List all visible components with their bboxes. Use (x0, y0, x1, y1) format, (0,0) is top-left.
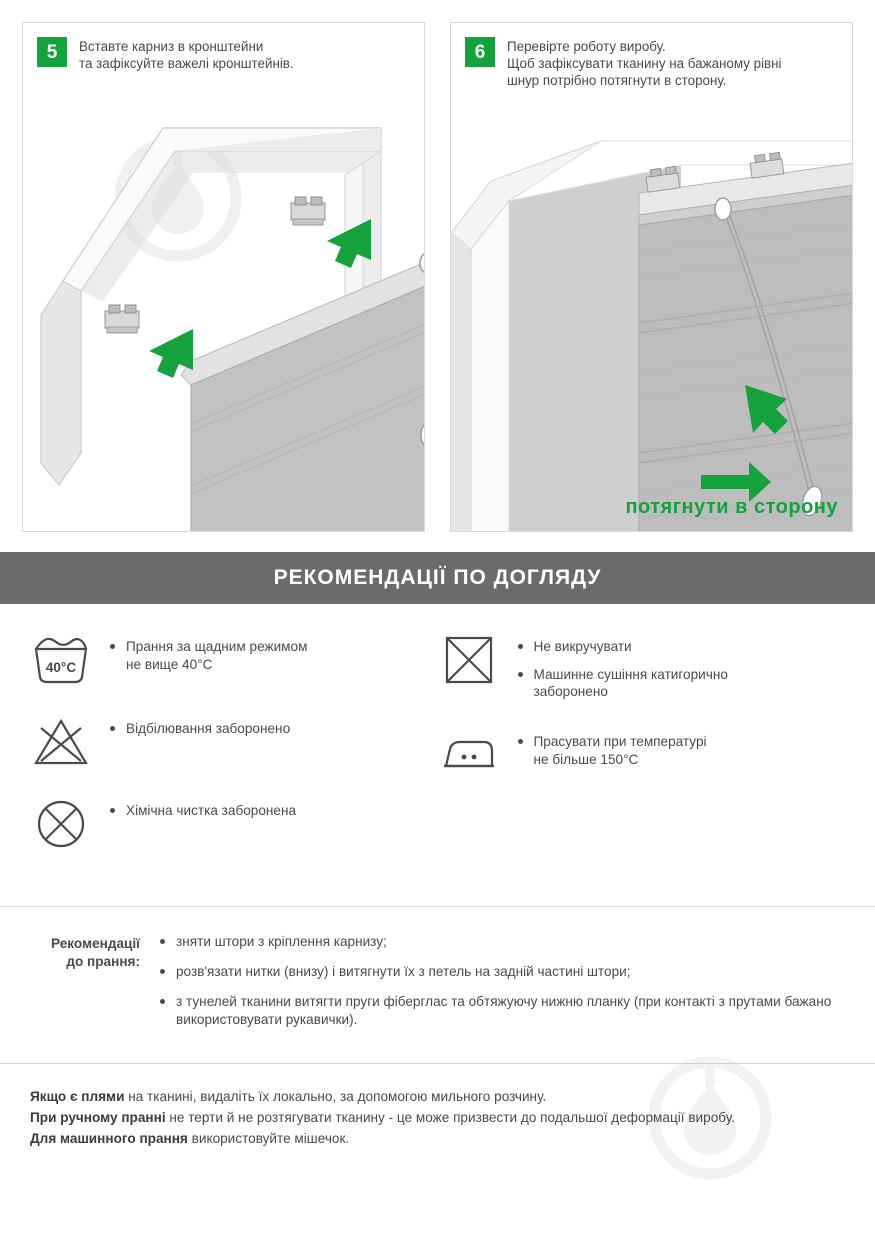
note-hand-wash-bold: При ручному пранні (30, 1109, 166, 1125)
svg-text:40°C: 40°C (45, 660, 77, 675)
care-row-iron (438, 727, 846, 783)
care-column-right (438, 632, 846, 878)
care-item-line1: Прання за щадним режимом (126, 639, 308, 654)
care-item: Відбілювання заборонено (110, 720, 290, 738)
care-banner: РЕКОМЕНДАЦІЇ ПО ДОГЛЯДУ (0, 552, 875, 604)
wash-label-line1: Рекомендації (50, 936, 140, 951)
care-item-line1: Машинне сушіння катигорично (533, 666, 728, 682)
care-row-dryclean (30, 796, 438, 852)
step-6-line1: Перевірте роботу виробу. (507, 39, 666, 54)
step-6-line3: шнур потрібно потягнути в сторону. (507, 73, 727, 89)
care-row-bleach (30, 714, 438, 770)
steps-section (0, 0, 875, 532)
pull-sideways-label: потягнути в сторону (625, 496, 838, 518)
care-symbols-grid (0, 604, 875, 888)
step-6-illustration (451, 23, 853, 532)
note-machine-wash-bold: Для машинного прання (30, 1130, 188, 1146)
note-stains (30, 1086, 845, 1107)
wash-recommendations (0, 907, 875, 1041)
care-row-wash (30, 632, 438, 688)
wash-label-line2: до прання: (66, 953, 140, 969)
care-item (518, 733, 707, 768)
cord-top-grip (715, 198, 731, 220)
step-6-line2: Щоб зафіксувати тканину на бажаному рівні (507, 56, 782, 72)
step-5-illustration (23, 23, 425, 532)
step-6-number: 6 (465, 37, 495, 67)
step-5-number: 5 (37, 37, 67, 67)
care-item-line2: не більше 150°С (533, 751, 639, 767)
no-dry-clean-circle-icon (30, 796, 92, 852)
care-items-nowring (518, 632, 728, 701)
step-5-line1: Вставте карниз в кронштейни (79, 39, 264, 54)
care-item: Не викручувати (518, 638, 728, 656)
note-machine-wash-rest: використовуйте мішечок. (187, 1130, 350, 1146)
iron-150-icon (438, 727, 500, 783)
care-items-wash (110, 632, 307, 673)
care-item (518, 666, 728, 701)
list-item: зняти штори з кріплення карнизу; (160, 933, 845, 951)
step-card-6 (450, 22, 853, 532)
no-wring-square-icon (438, 632, 500, 688)
footer-notes (0, 1064, 875, 1149)
care-item-line1: Прасувати при температурі (533, 734, 707, 750)
step-6-header (451, 23, 852, 89)
care-column-left (30, 632, 438, 878)
bracket-upper-icon (291, 197, 325, 225)
wash-tub-40-icon (30, 632, 92, 688)
roman-blind (181, 261, 425, 532)
no-bleach-triangle-icon (30, 714, 92, 770)
note-stains-rest: на тканині, видаліть їх локально, за допомогою мильного розчину. (124, 1088, 547, 1104)
list-item: розв'язати нитки (внизу) і витягнути їх з петель на задній частині штори; (160, 963, 845, 981)
care-item (110, 638, 307, 673)
care-items-iron (518, 727, 707, 768)
note-machine-wash (30, 1128, 845, 1149)
step-6-text (507, 37, 782, 89)
care-row-nowring (438, 632, 846, 701)
bracket-lower-icon (105, 305, 139, 333)
care-item-line2: заборонено (533, 684, 608, 700)
step-5-line2: та зафіксуйте важелі кронштейнів. (79, 56, 294, 72)
list-item: з тунелей тканини витягти пруги фіберглас та обтяжуючу нижню планку (при контакті з прутами бажано використовувати рукавички). (160, 993, 845, 1029)
care-items-dryclean (110, 796, 296, 820)
care-items-bleach (110, 714, 290, 738)
wash-recommendations-label (22, 933, 140, 1041)
step-card-5 (22, 22, 425, 532)
step-5-text (79, 37, 294, 72)
care-item: Хімічна чистка заборонена (110, 802, 296, 820)
note-hand-wash (30, 1107, 845, 1128)
care-item-line2: не вище 40°С (126, 656, 213, 672)
note-hand-wash-rest: не терти й не розтягувати тканину - це може призвести до подальшої деформації виробу. (165, 1109, 735, 1125)
step-5-header (23, 23, 424, 72)
wash-recommendations-list (148, 933, 845, 1041)
note-stains-bold: Якщо є плями (30, 1088, 125, 1104)
